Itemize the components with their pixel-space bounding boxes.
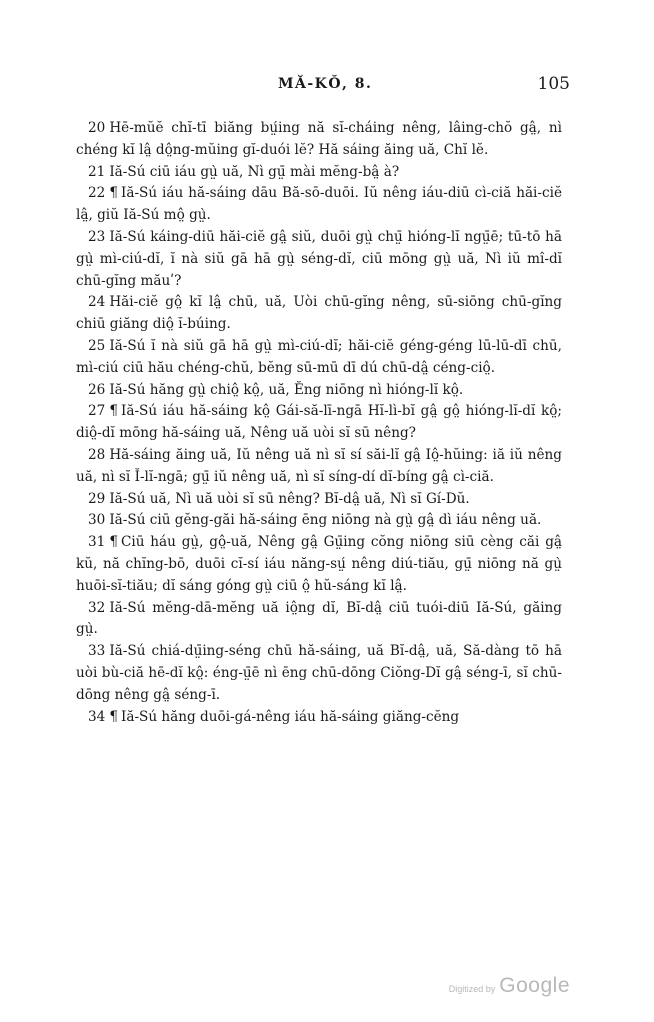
verse-number: 31 (88, 534, 106, 551)
verse-33 (76, 641, 562, 706)
verse-number: 22 (88, 185, 106, 202)
verse-number: 32 (88, 599, 106, 616)
verse-text: Iă-Sú uă, Nì uă uòi sĭ sū nêng? Bĭ-dâ̤ uă, Nì sĭ Gí-Dŭ. (109, 490, 470, 507)
verse-number: 23 (88, 228, 106, 245)
verse-number: 24 (88, 294, 106, 311)
digitized-by-label: Digitized by (448, 984, 496, 994)
scripture-text (76, 118, 562, 728)
verse-number: 29 (88, 490, 106, 507)
verse-26 (76, 380, 562, 402)
paragraph-mark: ¶ (109, 403, 118, 420)
verse-number: 33 (88, 643, 106, 660)
verse-27 (76, 401, 562, 445)
paragraph-mark: ¶ (109, 185, 118, 202)
verse-text: Hăi-ciĕ gô̤ kĭ lâ̤ chū, uă, Uòi chū-gĭng nêng, sū-siōng chū-gĭng chiū giăng diô̤ ĭ-búing. (76, 294, 562, 333)
verse-text: Iă-Sú chiá-dṳ̄ing-séng chū hă-sáing, uă Bĭ-dâ̤, uă, Să-dàng tō hā uòi bù-ciă hē-dĭ kô̤: éng-ṳ̄ē nì ēng chū-dōng Ciŏng-Dĭ gâ̤ séng-ī, sĭ chū-dōng nêng gâ̤ séng-ī. (76, 643, 562, 703)
verse-text: Iă-Sú hăng duōi-gá-nêng iáu hă-sáing giăng-cĕng (120, 708, 460, 725)
verse-number: 26 (88, 381, 106, 398)
verse-text: Iă-Sú ciū gĕng-găi hă-sáing ēng niōng nà gṳ̀ gâ̤ dì iáu nêng uă. (109, 512, 542, 529)
verse-23 (76, 227, 562, 292)
verse-number: 20 (88, 120, 106, 136)
verse-29 (76, 489, 562, 511)
verse-32 (76, 598, 562, 642)
verse-number: 25 (88, 337, 106, 354)
verse-text: Iă-Sú hăng gṳ̀ chiô̤ kô̤, uă, Ĕng niōng nì hióng-lĭ kô̤. (109, 381, 464, 398)
verse-text: Hă-sáing ăing uă, Iŭ nêng uă nì sĭ sí săi-lĭ gâ̤ Iô̤-hŭing: iă iŭ nêng uă, nì sĭ Ĭ-lĭ-ngā; gṳ̄ iŭ nêng uă, nì sĭ síng-dí dĭ-bíng gâ̤ cì-ciă. (76, 446, 562, 485)
verse-22 (76, 183, 562, 227)
verse-text: Iă-Sú ciū iáu gṳ̀ uă, Nì gṳ̄ mài mĕng-bâ̤ à? (109, 163, 400, 180)
verse-number: 21 (88, 163, 106, 180)
page-number: 105 (537, 74, 570, 94)
verse-text: Iă-Sú iáu hă-sáing dāu Bă-sō-duōi. Iŭ nêng iáu-diū cì-ciă hăi-ciĕ lâ̤, giŭ Iă-Sú mô̤ gṳ̀. (76, 185, 562, 224)
verse-text: Iă-Sú káing-diū hăi-ciĕ gâ̤ siŭ, duōi gṳ̀ chṳ̄ hióng-lĭ ngṳ̄ē; tū-tō hā gṳ̀ mì-ciú-dĭ, ĭ nà siŭ gā hā gṳ̀ séng-dĭ, ciū mōng gṳ̀ uă, Nì iŭ mî-dĭ chū-gĭng măuʹ? (76, 228, 562, 289)
verse-28 (76, 445, 562, 489)
verse-34 (76, 707, 562, 729)
verse-24 (76, 292, 562, 336)
verse-text: Iă-Sú ĭ nà siŭ gā hā gṳ̀ mì-ciú-dĭ; hăi-ciĕ géng-géng lū-lū-dī chū, mì-ciú ciū hău chéng-chŭ, bĕng sū-mū dī dú chū-dâ̤ céng-ciô̤. (76, 337, 562, 376)
running-title: MĂ-KŎ, 8. (278, 76, 373, 92)
page-header (0, 76, 654, 100)
digitization-watermark (449, 974, 570, 998)
verse-number: 27 (88, 403, 106, 420)
verse-text: Iă-Sú iáu hă-sáing kô̤ Gái-să-lī-ngā Hĭ-lì-bĭ gâ̤ gô̤ hióng-lĭ-dĭ kô̤; diô̤-dĭ mōng hă-sáing uă, Nêng uă uòi sĭ sū nêng? (76, 403, 562, 442)
verse-number: 34 (88, 708, 106, 725)
google-logo: Google (499, 974, 570, 997)
verse-31 (76, 532, 562, 597)
verse-21 (76, 162, 562, 184)
verse-25 (76, 336, 562, 380)
verse-text: Hē-mŭĕ chĭ-tī biăng bṳ́ing nă sĭ-cháing nêng, lâing-chŏ gâ̤, nì chéng kĭ lâ̤ dô̤ng-mŭing gĭ-duói lĕ? Hă sáing ăing uă, Chĭ lĕ. (76, 120, 562, 158)
verse-20 (76, 118, 562, 162)
paragraph-mark: ¶ (109, 708, 118, 725)
verse-30 (76, 510, 562, 532)
verse-text: Iă-Sú mĕng-dā-mĕng uă iô̤ng dĭ, Bĭ-dâ̤ ciū tuói-diū Iă-Sú, găing gṳ̀. (76, 599, 562, 638)
verse-text: Ciū háu gṳ̀, gô̤-uă, Nêng gâ̤ Gṳ̄ing cŏng niōng siū cèng căi gâ̤ kŭ, nă chĭng-bō, duōi cĭ-sí iáu năng-sṳ́ nêng diú-tiău, gṳ̄ niōng nă gṳ̀ huōi-sĭ-tiău; dĭ sáng góng gṳ̀ ciū ô̤ hŭ-sáng kĭ lâ̤. (76, 534, 562, 594)
paragraph-mark: ¶ (109, 534, 118, 551)
verse-number: 30 (88, 512, 106, 529)
verse-number: 28 (88, 446, 106, 463)
